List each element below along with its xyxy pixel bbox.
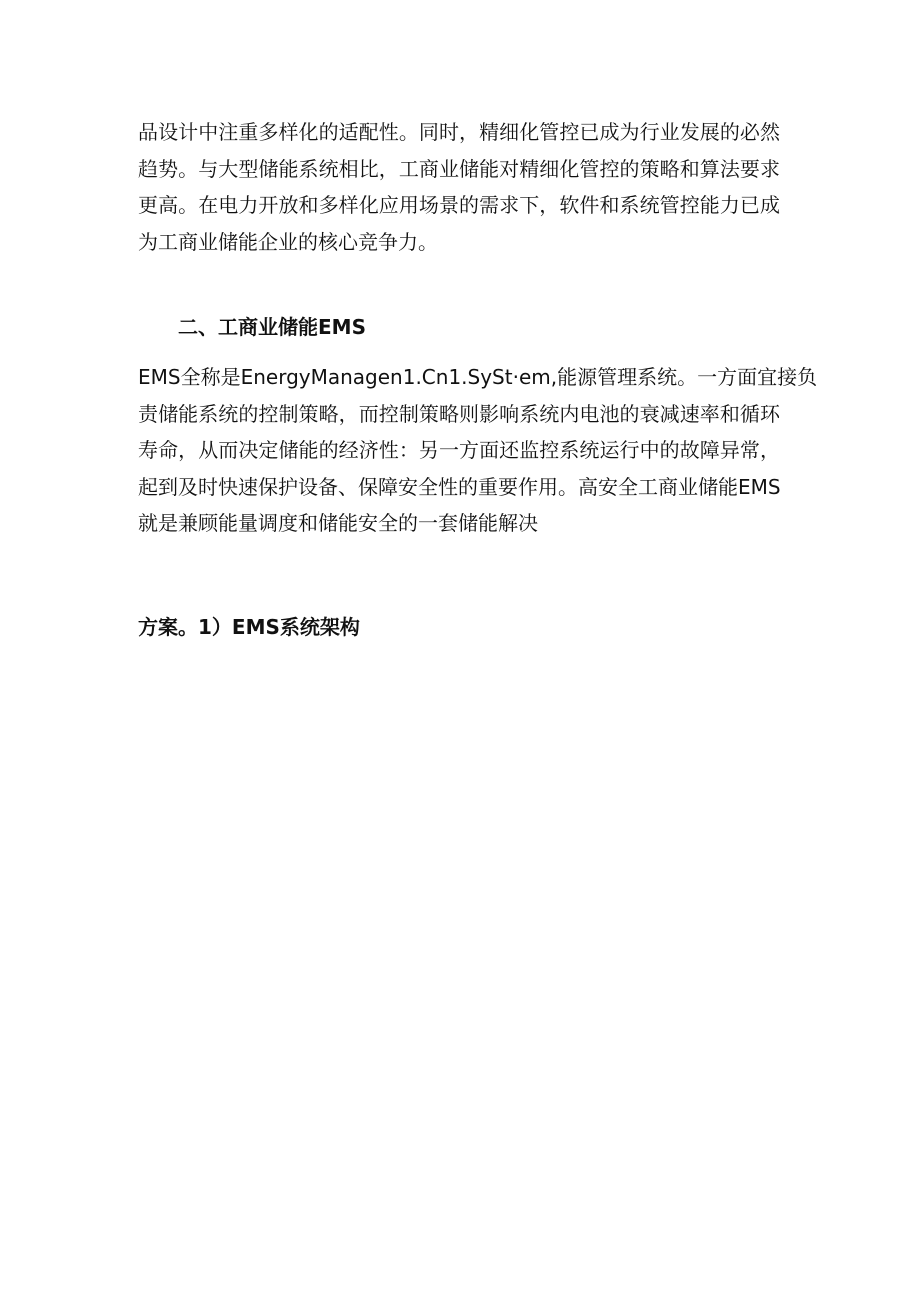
paragraph-product-design xyxy=(138,114,780,260)
subsection-heading: 方案。1）EMS系统架构 xyxy=(138,615,360,639)
paragraph-line: 趋势。与大型储能系统相比，工商业储能对精细化管控的策略和算法要求 xyxy=(138,156,780,181)
paragraph-line: 更高。在电力开放和多样化应用场景的需求下，软件和系统管控能力已成 xyxy=(138,193,780,217)
paragraph-line: 责储能系统的控制策略，而控制策略则影响系统内电池的衰减速率和循环 xyxy=(138,401,780,426)
paragraph-ems-definition xyxy=(138,359,818,542)
paragraph-line: 起到及时快速保护设备、保障安全性的重要作用。高安全工商业储能EMS xyxy=(138,474,781,499)
paragraph-line: EMS全称是EnergyManagen1.Cn1.SySt·em,能源管理系统。一方面宜接负 xyxy=(138,365,818,389)
section-heading: 二、工商业储能EMS xyxy=(178,315,366,339)
paragraph-line: 为工商业储能企业的核心竞争力。 xyxy=(138,229,438,254)
paragraph-line: 品设计中注重多样化的适配性。同时，精细化管控已成为行业发展的必然 xyxy=(138,120,780,144)
paragraph-line: 就是兼顾能量调度和储能安全的一套储能解决 xyxy=(138,511,538,535)
paragraph-line: 寿命，从而决定储能的经济性：另一方面还监控系统运行中的故障异常， xyxy=(138,438,780,462)
